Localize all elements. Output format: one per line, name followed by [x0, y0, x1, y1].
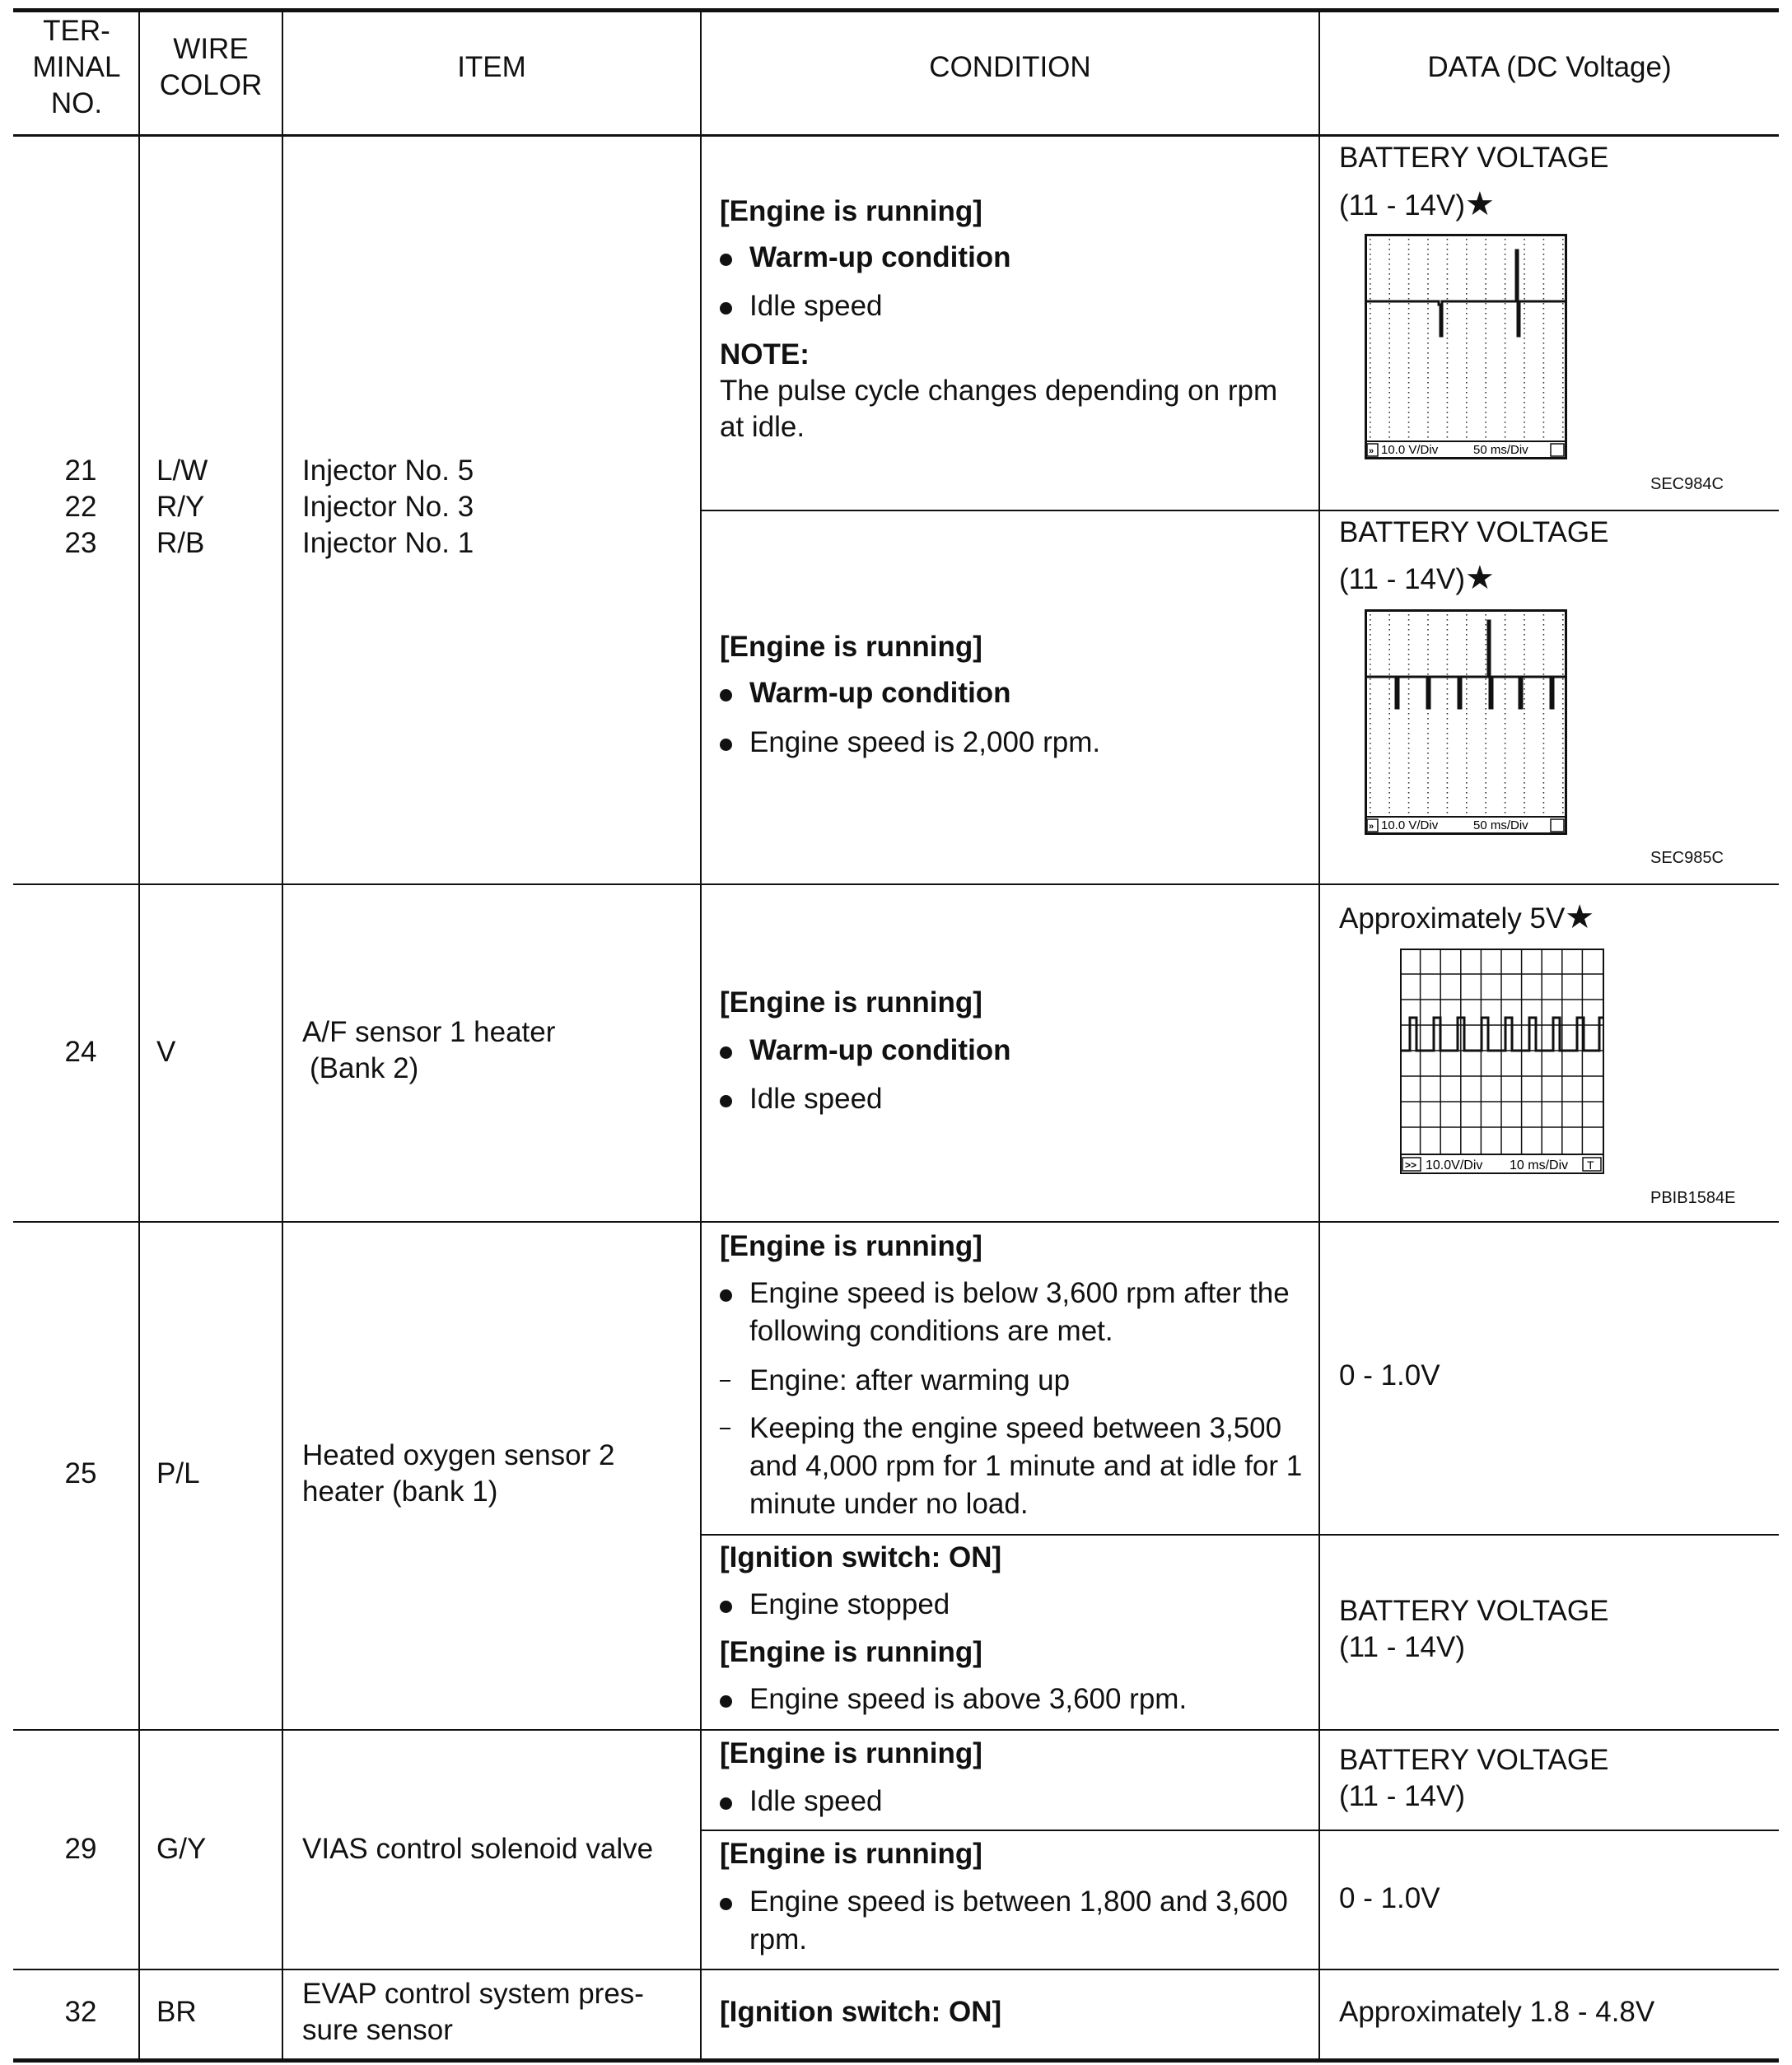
- data-value: (11 - 14V): [1339, 1780, 1466, 1812]
- bullet-text: Engine speed is between 1,800 and 3,600: [749, 1886, 1288, 1918]
- bullet-icon: [720, 739, 732, 751]
- bullet-text: Warm-up condition: [749, 1034, 1011, 1066]
- wire-color: G/Y: [156, 1833, 207, 1865]
- header-rule: [13, 134, 1779, 137]
- data-value: BATTERY VOLTAGE: [1339, 1595, 1609, 1627]
- data-value: [1339, 899, 1594, 937]
- item-name: Injector No. 1: [302, 527, 474, 559]
- wire-color: BR: [156, 1996, 197, 2028]
- item-name: (Bank 2): [310, 1052, 419, 1084]
- item-name: Heated oxygen sensor 2: [302, 1439, 615, 1471]
- condition-heading: [Ignition switch: ON]: [720, 1541, 1002, 1573]
- row-divider: [700, 1830, 1779, 1831]
- svg-text:»: »: [1369, 822, 1374, 832]
- column-divider: [1318, 12, 1320, 2060]
- svg-text:>>: >>: [1405, 1159, 1417, 1171]
- item-name: EVAP control system pres-: [302, 1978, 644, 2010]
- bullet-text: Engine stopped: [749, 1588, 950, 1620]
- bullet-icon: [720, 1898, 732, 1910]
- terminal-no: 24: [64, 1036, 97, 1068]
- condition-heading: [Engine is running]: [720, 631, 982, 663]
- row-divider: [13, 883, 1779, 885]
- scope-scale-label: 10.0 V/Div: [1381, 443, 1439, 457]
- star-icon: ★: [1465, 186, 1495, 222]
- bullet-text: Idle speed: [749, 1785, 883, 1817]
- dash-text: Keeping the engine speed between 3,500: [749, 1412, 1282, 1444]
- bullet-text: Idle speed: [749, 1083, 883, 1115]
- bullet-text: Warm-up condition: [749, 241, 1011, 273]
- note-text: at idle.: [720, 411, 805, 443]
- item-name: Injector No. 5: [302, 454, 474, 487]
- item-name: A/F sensor 1 heater: [302, 1016, 556, 1048]
- note-label: NOTE:: [720, 338, 810, 371]
- bullet-icon: [720, 302, 732, 315]
- bullet-icon: [720, 1601, 732, 1613]
- bullet-text: Engine speed is above 3,600 rpm.: [749, 1683, 1188, 1715]
- bullet-text: rpm.: [749, 1923, 807, 1955]
- header-item: ITEM: [457, 51, 526, 83]
- data-value: BATTERY VOLTAGE: [1339, 142, 1609, 174]
- dash-icon: [720, 1428, 730, 1429]
- column-divider: [700, 12, 702, 2060]
- row-divider: [13, 1221, 1779, 1223]
- terminal-no: 23: [64, 527, 97, 559]
- data-value: [1339, 186, 1495, 224]
- bullet-icon: [720, 1046, 732, 1059]
- condition-heading: [Ignition switch: ON]: [720, 1996, 1002, 2028]
- wire-color: R/Y: [156, 491, 205, 523]
- row-divider: [13, 1729, 1779, 1731]
- header-wire-line: WIRE: [173, 33, 249, 65]
- item-name: sure sensor: [302, 2014, 453, 2046]
- bullet-icon: [720, 1797, 732, 1810]
- oscilloscope-waveform: [1365, 609, 1567, 835]
- item-name: Injector No. 3: [302, 491, 474, 523]
- dash-text: Engine: after warming up: [749, 1364, 1071, 1396]
- scope-time-label: 50 ms/Div: [1473, 818, 1528, 832]
- header-data: DATA (DC Voltage): [1427, 51, 1672, 83]
- bullet-icon: [720, 1289, 732, 1302]
- condition-heading: [Engine is running]: [720, 986, 982, 1019]
- item-name: VIAS control solenoid valve: [302, 1833, 654, 1865]
- figure-code: PBIB1584E: [1650, 1189, 1736, 1207]
- data-value: BATTERY VOLTAGE: [1339, 1744, 1609, 1776]
- data-value: 0 - 1.0V: [1339, 1882, 1440, 1914]
- wire-color: R/B: [156, 527, 205, 559]
- dash-icon: [720, 1380, 730, 1382]
- condition-heading: [Engine is running]: [720, 1838, 982, 1870]
- condition-heading: [Engine is running]: [720, 1636, 982, 1668]
- condition-heading: [Engine is running]: [720, 1230, 982, 1262]
- header-terminal-line: MINAL: [32, 51, 121, 83]
- wire-color: V: [156, 1036, 176, 1068]
- dash-text: and 4,000 rpm for 1 minute and at idle for 1: [749, 1450, 1303, 1482]
- scope-trigger-label: T: [1587, 1158, 1594, 1172]
- data-value: BATTERY VOLTAGE: [1339, 516, 1609, 548]
- bullet-icon: [720, 1695, 732, 1708]
- header-wire-line: COLOR: [159, 69, 263, 101]
- oscilloscope-waveform: [1400, 949, 1604, 1174]
- header-condition: CONDITION: [929, 51, 1091, 83]
- bullet-text: Engine speed is 2,000 rpm.: [749, 726, 1101, 758]
- header-terminal-line: NO.: [50, 87, 103, 119]
- dash-text: minute under no load.: [749, 1488, 1029, 1520]
- data-value-text: Approximately 5V: [1339, 902, 1566, 935]
- note-text: The pulse cycle changes depending on rpm: [720, 375, 1278, 407]
- svg-text:»: »: [1369, 446, 1374, 456]
- terminal-no: 25: [64, 1457, 97, 1489]
- table-bottom-rule: [13, 2058, 1779, 2063]
- header-terminal-line: TER-: [43, 15, 110, 47]
- terminal-no: 21: [64, 454, 97, 487]
- data-value-text: (11 - 14V): [1339, 189, 1466, 221]
- condition-heading: [Engine is running]: [720, 1737, 982, 1769]
- item-name: heater (bank 1): [302, 1475, 498, 1508]
- bullet-icon: [720, 689, 732, 702]
- data-value-text: (11 - 14V): [1339, 563, 1466, 595]
- data-value: (11 - 14V): [1339, 1631, 1466, 1663]
- bullet-text: Engine speed is below 3,600 rpm after the: [749, 1277, 1290, 1309]
- table-top-rule: [13, 8, 1779, 12]
- bullet-text: Idle speed: [749, 290, 883, 322]
- data-value: [1339, 560, 1495, 598]
- terminal-no: 29: [64, 1833, 97, 1865]
- row-divider: [13, 1969, 1779, 1970]
- figure-code: SEC985C: [1650, 849, 1724, 867]
- star-icon: ★: [1565, 899, 1595, 935]
- wire-color: P/L: [156, 1457, 200, 1489]
- wire-color: L/W: [156, 454, 208, 487]
- bullet-text: Warm-up condition: [749, 677, 1011, 709]
- condition-heading: [Engine is running]: [720, 195, 982, 227]
- scope-time-label: 50 ms/Div: [1473, 443, 1528, 457]
- row-divider: [700, 1534, 1779, 1536]
- terminal-no: 32: [64, 1996, 97, 2028]
- column-divider: [282, 12, 283, 2060]
- bullet-icon: [720, 254, 732, 266]
- terminal-no: 22: [64, 491, 97, 523]
- scope-time-label: 10 ms/Div: [1510, 1158, 1569, 1172]
- oscilloscope-waveform: [1365, 234, 1567, 459]
- data-value: 0 - 1.0V: [1339, 1359, 1440, 1391]
- bullet-text: following conditions are met.: [749, 1315, 1113, 1347]
- scope-scale-label: 10.0V/Div: [1426, 1158, 1483, 1172]
- data-value: Approximately 1.8 - 4.8V: [1339, 1996, 1655, 2028]
- star-icon: ★: [1465, 560, 1495, 596]
- figure-code: SEC984C: [1650, 475, 1724, 493]
- row-divider: [700, 510, 1779, 511]
- scope-scale-label: 10.0 V/Div: [1381, 818, 1439, 832]
- bullet-icon: [720, 1095, 732, 1107]
